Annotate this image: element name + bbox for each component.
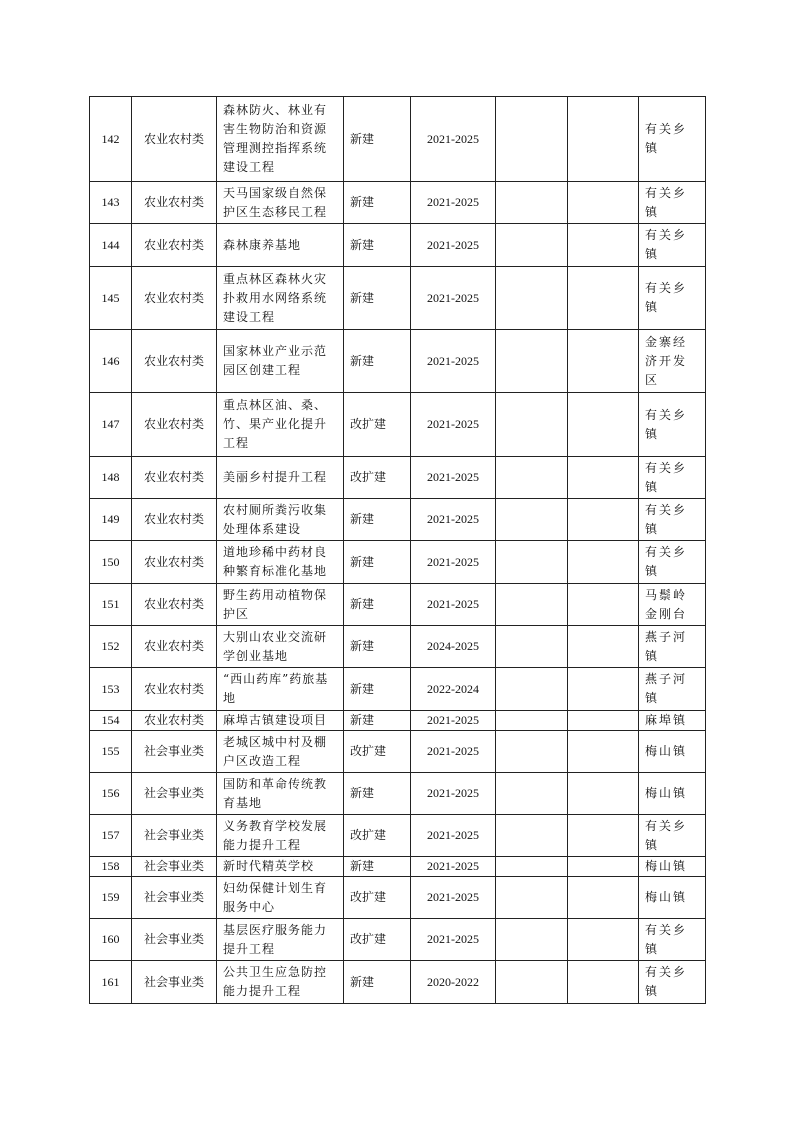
row-number: 147 xyxy=(90,393,132,457)
row-number: 142 xyxy=(90,97,132,182)
row-category: 社会事业类 xyxy=(132,919,217,961)
row-category: 社会事业类 xyxy=(132,815,217,857)
row-project-name: 妇幼保健计划生育服务中心 xyxy=(217,877,344,919)
table-row xyxy=(90,499,706,541)
row-location: 梅山镇 xyxy=(639,773,706,815)
row-category: 农业农村类 xyxy=(132,97,217,182)
row-blank-cell xyxy=(496,541,568,584)
row-period: 2021-2025 xyxy=(411,857,496,877)
row-period: 2021-2025 xyxy=(411,731,496,773)
row-number: 143 xyxy=(90,182,132,224)
row-construction-type: 新建 xyxy=(344,541,411,584)
table-row xyxy=(90,224,706,267)
row-location: 有关乡镇 xyxy=(639,182,706,224)
row-blank-cell xyxy=(568,541,639,584)
row-blank-cell xyxy=(496,961,568,1004)
row-project-name: 农村厕所粪污收集处理体系建设 xyxy=(217,499,344,541)
row-category: 农业农村类 xyxy=(132,541,217,584)
project-table xyxy=(89,96,706,1004)
row-project-name: 重点林区油、桑、竹、果产业化提升工程 xyxy=(217,393,344,457)
row-category: 农业农村类 xyxy=(132,393,217,457)
table-row xyxy=(90,711,706,731)
row-construction-type: 改扩建 xyxy=(344,731,411,773)
row-blank-cell xyxy=(568,815,639,857)
row-number: 159 xyxy=(90,877,132,919)
row-blank-cell xyxy=(496,857,568,877)
row-location: 燕子河镇 xyxy=(639,668,706,711)
row-location: 有关乡镇 xyxy=(639,224,706,267)
row-number: 157 xyxy=(90,815,132,857)
row-project-name: 国家林业产业示范园区创建工程 xyxy=(217,330,344,393)
row-period: 2022-2024 xyxy=(411,668,496,711)
row-location: 有关乡镇 xyxy=(639,499,706,541)
table-row xyxy=(90,267,706,330)
table-row xyxy=(90,877,706,919)
table-row xyxy=(90,919,706,961)
row-period: 2021-2025 xyxy=(411,267,496,330)
row-construction-type: 改扩建 xyxy=(344,919,411,961)
row-location: 梅山镇 xyxy=(639,731,706,773)
row-construction-type: 改扩建 xyxy=(344,393,411,457)
row-blank-cell xyxy=(496,815,568,857)
row-location: 梅山镇 xyxy=(639,857,706,877)
row-blank-cell xyxy=(568,330,639,393)
row-project-name: 道地珍稀中药材良种繁育标准化基地 xyxy=(217,541,344,584)
table-row xyxy=(90,626,706,668)
row-period: 2021-2025 xyxy=(411,182,496,224)
table-row xyxy=(90,97,706,182)
row-construction-type: 新建 xyxy=(344,330,411,393)
row-project-name: 麻埠古镇建设项目 xyxy=(217,711,344,731)
row-category: 社会事业类 xyxy=(132,857,217,877)
table-row xyxy=(90,731,706,773)
row-number: 154 xyxy=(90,711,132,731)
row-blank-cell xyxy=(568,97,639,182)
row-number: 153 xyxy=(90,668,132,711)
row-number: 155 xyxy=(90,731,132,773)
row-blank-cell xyxy=(496,330,568,393)
row-location: 有关乡镇 xyxy=(639,961,706,1004)
row-period: 2024-2025 xyxy=(411,626,496,668)
row-location: 有关乡镇 xyxy=(639,97,706,182)
row-category: 社会事业类 xyxy=(132,731,217,773)
row-blank-cell xyxy=(496,711,568,731)
row-period: 2021-2025 xyxy=(411,499,496,541)
row-category: 农业农村类 xyxy=(132,457,217,499)
row-project-name: “西山药库”药旅基地 xyxy=(217,668,344,711)
row-location: 梅山镇 xyxy=(639,877,706,919)
row-blank-cell xyxy=(568,668,639,711)
row-blank-cell xyxy=(568,224,639,267)
row-period: 2021-2025 xyxy=(411,773,496,815)
row-blank-cell xyxy=(496,393,568,457)
row-category: 农业农村类 xyxy=(132,668,217,711)
table-row xyxy=(90,668,706,711)
row-project-name: 美丽乡村提升工程 xyxy=(217,457,344,499)
row-blank-cell xyxy=(496,224,568,267)
row-location: 有关乡镇 xyxy=(639,815,706,857)
row-project-name: 国防和革命传统教育基地 xyxy=(217,773,344,815)
table-row xyxy=(90,961,706,1004)
table-row xyxy=(90,393,706,457)
row-location: 有关乡镇 xyxy=(639,393,706,457)
row-blank-cell xyxy=(568,857,639,877)
row-number: 151 xyxy=(90,584,132,626)
table-row xyxy=(90,815,706,857)
row-construction-type: 新建 xyxy=(344,857,411,877)
row-period: 2021-2025 xyxy=(411,224,496,267)
table-row xyxy=(90,773,706,815)
row-project-name: 重点林区森林火灾扑救用水网络系统建设工程 xyxy=(217,267,344,330)
row-blank-cell xyxy=(496,773,568,815)
row-blank-cell xyxy=(496,267,568,330)
row-number: 146 xyxy=(90,330,132,393)
row-category: 农业农村类 xyxy=(132,626,217,668)
row-project-name: 野生药用动植物保护区 xyxy=(217,584,344,626)
row-construction-type: 改扩建 xyxy=(344,815,411,857)
row-construction-type: 改扩建 xyxy=(344,457,411,499)
row-category: 农业农村类 xyxy=(132,584,217,626)
row-project-name: 新时代精英学校 xyxy=(217,857,344,877)
table-row xyxy=(90,541,706,584)
table-row xyxy=(90,457,706,499)
row-period: 2021-2025 xyxy=(411,541,496,584)
row-project-name: 森林防火、林业有害生物防治和资源管理测控指挥系统建设工程 xyxy=(217,97,344,182)
row-construction-type: 改扩建 xyxy=(344,877,411,919)
row-construction-type: 新建 xyxy=(344,499,411,541)
row-location: 有关乡镇 xyxy=(639,267,706,330)
row-period: 2020-2022 xyxy=(411,961,496,1004)
table-row xyxy=(90,182,706,224)
row-construction-type: 新建 xyxy=(344,711,411,731)
row-blank-cell xyxy=(496,731,568,773)
row-location: 燕子河镇 xyxy=(639,626,706,668)
row-blank-cell xyxy=(496,877,568,919)
row-number: 145 xyxy=(90,267,132,330)
row-period: 2021-2025 xyxy=(411,584,496,626)
row-blank-cell xyxy=(568,626,639,668)
row-blank-cell xyxy=(568,877,639,919)
row-number: 158 xyxy=(90,857,132,877)
row-construction-type: 新建 xyxy=(344,182,411,224)
row-blank-cell xyxy=(568,499,639,541)
row-blank-cell xyxy=(496,626,568,668)
row-blank-cell xyxy=(568,961,639,1004)
row-category: 农业农村类 xyxy=(132,267,217,330)
row-location: 有关乡镇 xyxy=(639,919,706,961)
row-construction-type: 新建 xyxy=(344,668,411,711)
row-blank-cell xyxy=(568,584,639,626)
row-blank-cell xyxy=(568,393,639,457)
row-category: 农业农村类 xyxy=(132,224,217,267)
row-construction-type: 新建 xyxy=(344,97,411,182)
row-number: 149 xyxy=(90,499,132,541)
row-project-name: 森林康养基地 xyxy=(217,224,344,267)
row-number: 148 xyxy=(90,457,132,499)
row-number: 150 xyxy=(90,541,132,584)
row-project-name: 基层医疗服务能力提升工程 xyxy=(217,919,344,961)
row-project-name: 天马国家级自然保护区生态移民工程 xyxy=(217,182,344,224)
row-category: 社会事业类 xyxy=(132,773,217,815)
row-blank-cell xyxy=(568,182,639,224)
row-construction-type: 新建 xyxy=(344,961,411,1004)
row-blank-cell xyxy=(496,584,568,626)
row-blank-cell xyxy=(496,97,568,182)
row-category: 农业农村类 xyxy=(132,711,217,731)
row-blank-cell xyxy=(496,499,568,541)
row-project-name: 大别山农业交流研学创业基地 xyxy=(217,626,344,668)
row-blank-cell xyxy=(496,182,568,224)
row-blank-cell xyxy=(568,773,639,815)
row-blank-cell xyxy=(568,711,639,731)
row-category: 农业农村类 xyxy=(132,182,217,224)
row-construction-type: 新建 xyxy=(344,584,411,626)
row-period: 2021-2025 xyxy=(411,457,496,499)
row-project-name: 公共卫生应急防控能力提升工程 xyxy=(217,961,344,1004)
row-blank-cell xyxy=(496,668,568,711)
row-blank-cell xyxy=(568,457,639,499)
row-number: 161 xyxy=(90,961,132,1004)
row-category: 农业农村类 xyxy=(132,499,217,541)
row-location: 麻埠镇 xyxy=(639,711,706,731)
table-row xyxy=(90,584,706,626)
row-number: 152 xyxy=(90,626,132,668)
row-category: 社会事业类 xyxy=(132,877,217,919)
row-period: 2021-2025 xyxy=(411,97,496,182)
row-project-name: 义务教育学校发展能力提升工程 xyxy=(217,815,344,857)
row-location: 有关乡镇 xyxy=(639,541,706,584)
row-period: 2021-2025 xyxy=(411,330,496,393)
row-number: 160 xyxy=(90,919,132,961)
row-project-name: 老城区城中村及棚户区改造工程 xyxy=(217,731,344,773)
row-blank-cell xyxy=(568,919,639,961)
table-row xyxy=(90,857,706,877)
row-category: 农业农村类 xyxy=(132,330,217,393)
row-construction-type: 新建 xyxy=(344,224,411,267)
row-location: 金寨经济开发区 xyxy=(639,330,706,393)
row-category: 社会事业类 xyxy=(132,961,217,1004)
row-number: 156 xyxy=(90,773,132,815)
row-location: 马鬃岭金刚台 xyxy=(639,584,706,626)
row-blank-cell xyxy=(496,919,568,961)
row-period: 2021-2025 xyxy=(411,919,496,961)
row-construction-type: 新建 xyxy=(344,267,411,330)
row-blank-cell xyxy=(496,457,568,499)
row-period: 2021-2025 xyxy=(411,393,496,457)
row-blank-cell xyxy=(568,267,639,330)
row-construction-type: 新建 xyxy=(344,626,411,668)
row-period: 2021-2025 xyxy=(411,711,496,731)
row-number: 144 xyxy=(90,224,132,267)
row-location: 有关乡镇 xyxy=(639,457,706,499)
row-period: 2021-2025 xyxy=(411,877,496,919)
row-construction-type: 新建 xyxy=(344,773,411,815)
table-row xyxy=(90,330,706,393)
row-period: 2021-2025 xyxy=(411,815,496,857)
row-blank-cell xyxy=(568,731,639,773)
